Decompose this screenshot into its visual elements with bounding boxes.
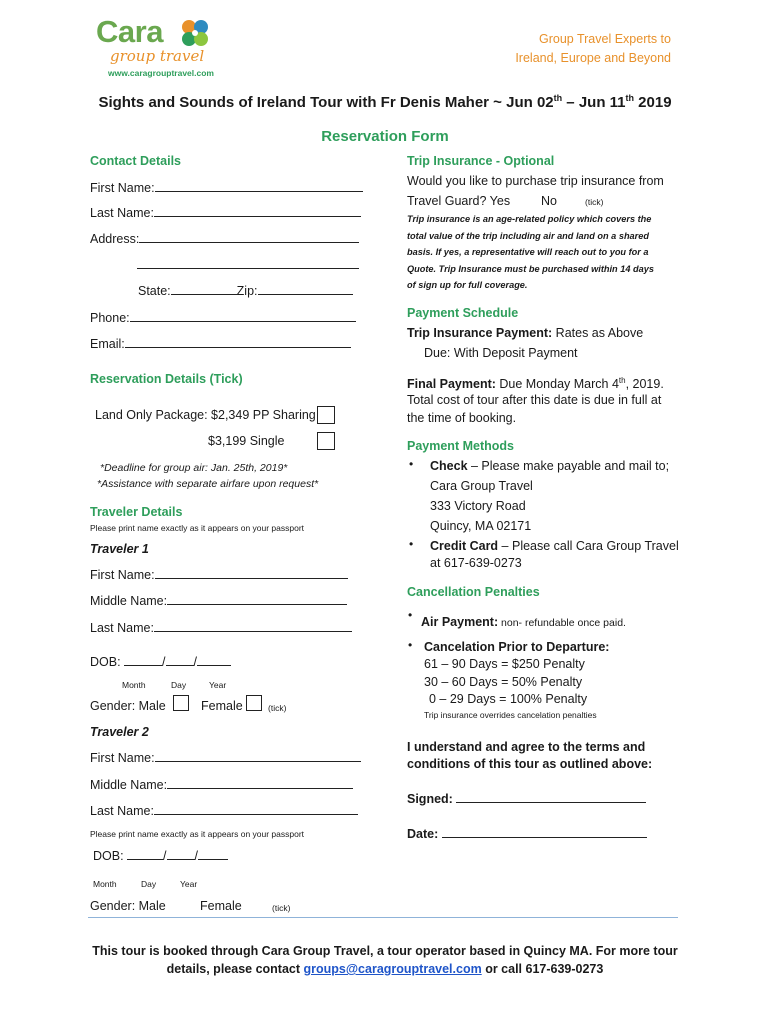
reservation-heading: Reservation Details (Tick): [90, 372, 243, 386]
final-payment-note-2: the time of booking.: [407, 411, 517, 425]
payment-methods-heading: Payment Methods: [407, 439, 514, 453]
traveler-2-middle-name: Middle Name:: [90, 777, 353, 792]
passport-note-2: Please print name exactly as it appears on your passport: [90, 829, 305, 839]
mail-address-3: Quincy, MA 02171: [430, 519, 532, 533]
page-title: Sights and Sounds of Ireland Tour with Fr Denis Maher ~ Jun 02th – Jun 11th 2019: [98, 93, 672, 111]
footer-line-2: details, please contact groups@caragrouptravel.com or call 617-639-0273: [166, 962, 604, 976]
bullet-icon: •: [409, 457, 414, 471]
bullet-icon: •: [409, 537, 414, 551]
insurance-question-2: Travel Guard? Yes: [407, 194, 511, 208]
traveler-1-male-checkbox[interactable]: [173, 695, 189, 711]
insurance-note-4: Quote. Trip Insurance must be purchased within 14 days: [407, 264, 654, 274]
last-name-field[interactable]: [154, 205, 361, 217]
traveler-1-female: Female: [201, 699, 243, 713]
signature-field[interactable]: [456, 791, 646, 803]
insurance-note-5: of sign up for full coverage.: [407, 280, 528, 290]
traveler-1-last-name: Last Name:: [90, 620, 352, 635]
contact-state-zip: State: Zip:: [138, 283, 353, 298]
traveler-details-heading: Traveler Details: [90, 505, 183, 519]
insurance-tick-note: (tick): [585, 197, 604, 207]
check-method: Check – Please make payable and mail to;: [430, 459, 670, 473]
bullet-icon: •: [408, 608, 413, 622]
traveler-2-first-name: First Name:: [90, 750, 361, 765]
date-field[interactable]: [442, 826, 647, 838]
traveler-1-gender-male: Gender: Male: [90, 699, 166, 713]
passport-note: Please print name exactly as it appears on your passport: [90, 523, 305, 533]
contact-address: Address:: [90, 231, 359, 246]
first-name-field[interactable]: [155, 180, 363, 192]
bullet-icon: •: [408, 638, 413, 652]
traveler-1-female-checkbox[interactable]: [246, 695, 262, 711]
traveler-1-year-label: Year: [209, 680, 227, 690]
traveler-2-dob: DOB: / /: [93, 848, 228, 863]
traveler-1-day-label: Day: [171, 680, 187, 690]
date-row: Date:: [407, 826, 647, 841]
traveler-2-month-label: Month: [93, 879, 117, 889]
insurance-question-1: Would you like to purchase trip insurance from: [407, 174, 664, 188]
traveler-2-heading: Traveler 2: [90, 725, 149, 739]
traveler-1-dob: DOB: / /: [90, 654, 231, 669]
contact-heading: Contact Details: [90, 154, 181, 168]
address-field[interactable]: [139, 231, 359, 243]
email-field[interactable]: [125, 336, 351, 348]
contact-email: Email:: [90, 336, 351, 351]
final-payment: Final Payment: Due Monday March 4th, 2019.: [407, 376, 664, 392]
mail-address-1: Cara Group Travel: [430, 479, 533, 493]
deadline-note: *Deadline for group air: Jan. 25th, 2019*: [100, 462, 288, 474]
payment-schedule-heading: Payment Schedule: [407, 306, 519, 320]
credit-card-method: Credit Card – Please call Cara Group Travel: [430, 539, 679, 553]
insurance-note-3: basis. If yes, a representative will reach out to you for a: [407, 247, 649, 257]
insurance-note-1: Trip insurance is an age-related policy which covers the: [407, 214, 652, 224]
logo: [96, 14, 216, 84]
traveler-2-last-name: Last Name:: [90, 803, 358, 818]
contact-email-link[interactable]: groups@caragrouptravel.com: [303, 962, 482, 976]
contact-phone: Phone:: [90, 310, 356, 325]
logo-script: group travel: [110, 47, 205, 65]
mail-address-2: 333 Victory Road: [430, 499, 526, 513]
deposit-due: Due: With Deposit Payment: [424, 346, 578, 360]
insurance-no: No: [541, 194, 557, 208]
single-option: $3,199 Single: [208, 434, 285, 448]
insurance-heading: Trip Insurance - Optional: [407, 154, 555, 168]
agreement-line-1: I understand and agree to the terms and: [407, 740, 646, 754]
traveler-1-month-label: Month: [122, 680, 146, 690]
contact-last-name: Last Name:: [90, 205, 361, 220]
website-url: www.caragrouptravel.com: [108, 68, 214, 78]
form-subtitle: Reservation Form: [321, 128, 449, 145]
agreement-line-2: conditions of this tour as outlined above:: [407, 757, 653, 771]
cancellation-heading: Cancellation Penalties: [407, 585, 540, 599]
land-only-checkbox[interactable]: [317, 406, 335, 424]
signed-row: Signed:: [407, 791, 646, 806]
footer-line-1: This tour is booked through Cara Group Travel, a tour operator based in Quincy MA. For more tour: [92, 944, 678, 958]
traveler-2-day-label: Day: [141, 879, 157, 889]
penalty-3: 0 – 29 Days = 100% Penalty: [429, 692, 588, 706]
contact-first-name: First Name:: [90, 180, 363, 195]
zip-field[interactable]: [258, 283, 353, 295]
traveler-2-gender-male: Gender: Male: [90, 899, 166, 913]
tagline-line-1: Group Travel Experts to: [538, 32, 671, 46]
air-payment: Air Payment: non- refundable once paid.: [421, 615, 626, 629]
traveler-1-heading: Traveler 1: [90, 542, 149, 556]
penalty-1: 61 – 90 Days = $250 Penalty: [424, 657, 585, 671]
insurance-overrides-note: Trip insurance overrides cancelation penalties: [424, 710, 597, 720]
traveler-2-female: Female: [200, 899, 242, 913]
insurance-note-2: total value of the trip including air and land on a shared: [407, 231, 649, 241]
traveler-2-year-label: Year: [180, 879, 198, 889]
footer-divider: [88, 917, 678, 918]
phone-field[interactable]: [130, 310, 356, 322]
assistance-note: *Assistance with separate airfare upon request*: [97, 478, 319, 490]
traveler-1-first-name: First Name:: [90, 567, 348, 582]
tagline-line-2: Ireland, Europe and Beyond: [515, 51, 671, 65]
traveler-2-tick-note: (tick): [272, 903, 291, 913]
land-only-option: Land Only Package: $2,349 PP Sharing: [95, 408, 316, 422]
address-line-2[interactable]: [137, 257, 359, 272]
state-field[interactable]: [171, 283, 237, 295]
single-checkbox[interactable]: [317, 432, 335, 450]
cancelation-prior: Cancelation Prior to Departure:: [424, 640, 610, 654]
final-payment-note-1: Total cost of tour after this date is due in full at: [407, 393, 662, 407]
clover-icon: [178, 16, 212, 50]
trip-insurance-payment: Trip Insurance Payment: Rates as Above: [407, 326, 644, 340]
traveler-1-middle-name: Middle Name:: [90, 593, 347, 608]
traveler-1-tick-note: (tick): [268, 703, 287, 713]
logo-word: Cara: [96, 14, 163, 49]
penalty-2: 30 – 60 Days = 50% Penalty: [424, 675, 583, 689]
credit-card-phone: at 617-639-0273: [430, 556, 522, 570]
